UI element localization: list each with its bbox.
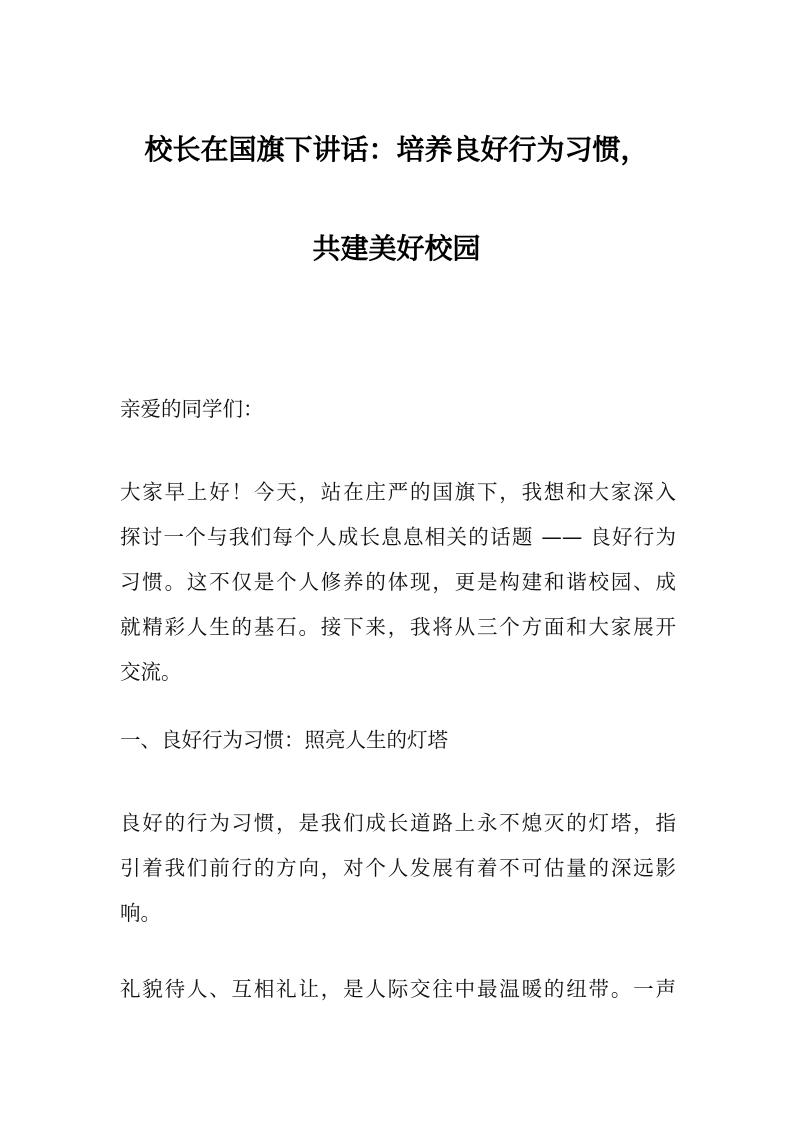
salutation-text: 亲爱的同学们： <box>120 397 264 421</box>
paragraph-line: 习惯。这不仅是个人修养的体现，更是构建和谐校园、成 <box>120 570 676 594</box>
section-paragraph-1 <box>120 801 676 936</box>
paragraph-line: 礼貌待人、互相礼让，是人际交往中最温暖的纽带。一声 <box>120 977 676 1001</box>
salutation <box>120 387 676 432</box>
paragraph-line: 就精彩人生的基石。接下来，我将从三个方面和大家展开 <box>120 615 676 639</box>
document-title-line-1: 校长在国旗下讲话：培养良好行为习惯， <box>144 133 649 166</box>
paragraph-line: 响。 <box>120 901 161 925</box>
section-paragraph-2 <box>120 967 676 1012</box>
document-title-line-2: 共建美好校园 <box>312 232 481 265</box>
section-heading <box>120 718 676 763</box>
paragraph-line: 良好的行为习惯，是我们成长道路上永不熄灭的灯塔，指 <box>120 811 676 835</box>
paragraph-line: 引着我们前行的方向，对个人发展有着不可估量的深远影 <box>120 856 676 880</box>
paragraph-line: 交流。 <box>120 660 182 684</box>
intro-paragraph <box>120 470 676 695</box>
paragraph-line: 探讨一个与我们每个人成长息息相关的话题 —— 良好行为 <box>120 525 676 549</box>
paragraph-line: 大家早上好！今天，站在庄严的国旗下，我想和大家深入 <box>120 480 676 504</box>
section-heading-text: 一、良好行为习惯：照亮人生的灯塔 <box>120 728 448 752</box>
